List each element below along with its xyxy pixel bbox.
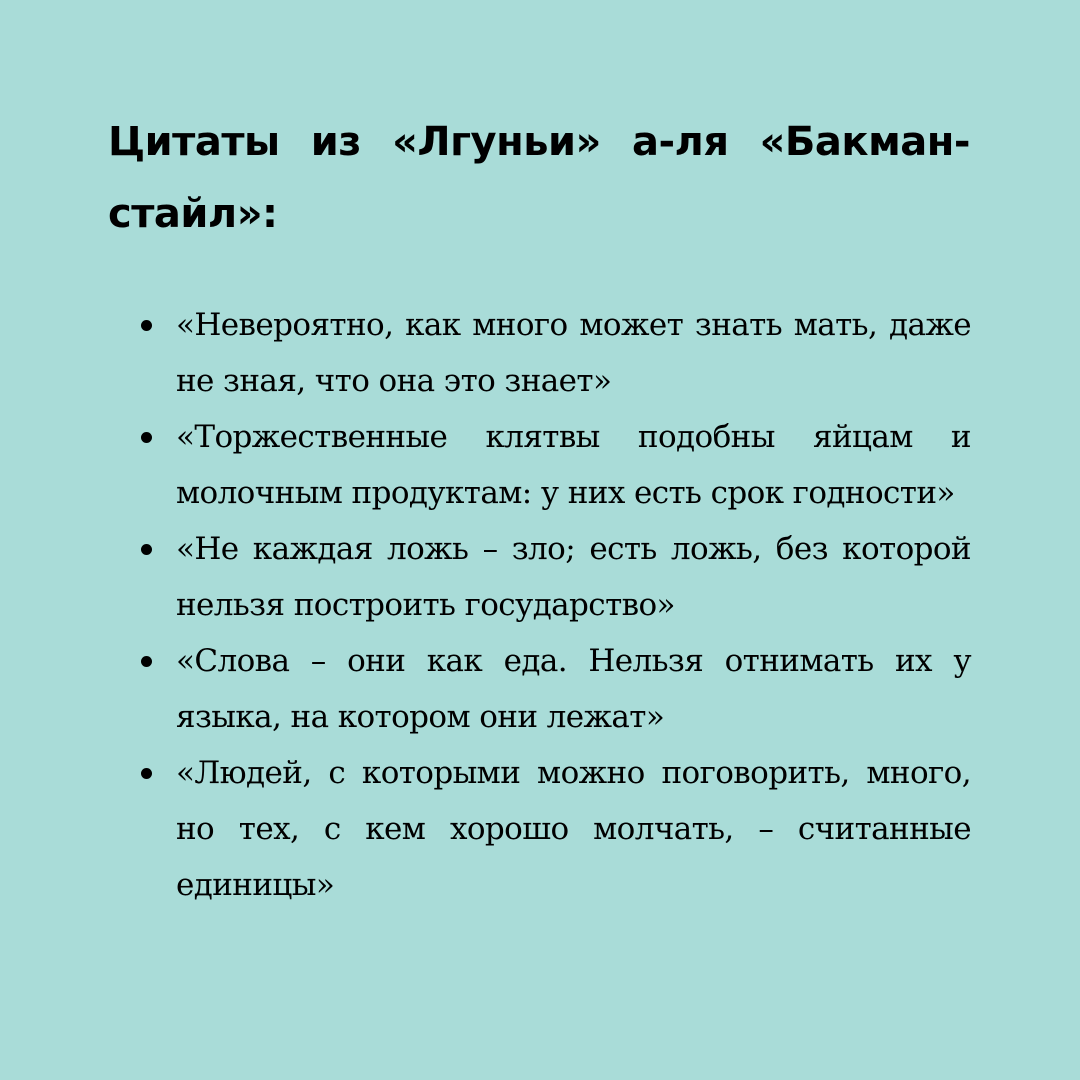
- quote-text: «Людей, с которыми можно поговорить, много, но тех, с кем хорошо молчать, – считанные единицы»: [176, 755, 971, 903]
- bullet-icon: [141, 320, 152, 331]
- quote-list: [176, 297, 971, 913]
- bullet-icon: [141, 768, 152, 779]
- list-item: [176, 521, 971, 633]
- bullet-icon: [141, 656, 152, 667]
- quote-text: «Торжественные клятвы подобны яйцам и молочным продуктам: у них есть срок годности»: [176, 419, 971, 511]
- list-item: [176, 745, 971, 913]
- list-item: [176, 297, 971, 409]
- bullet-icon: [141, 432, 152, 443]
- page-title: Цитаты из «Лгуньи» а-ля «Бакман-стайл»:: [108, 119, 970, 237]
- list-item: [176, 409, 971, 521]
- quote-text: «Не каждая ложь – зло; есть ложь, без которой нельзя построить государство»: [176, 531, 971, 623]
- bullet-icon: [141, 544, 152, 555]
- quote-text: «Слова – они как еда. Нельзя отнимать их у языка, на котором они лежат»: [176, 643, 971, 735]
- list-item: [176, 633, 971, 745]
- quote-text: «Невероятно, как много может знать мать, даже не зная, что она это знает»: [176, 307, 971, 399]
